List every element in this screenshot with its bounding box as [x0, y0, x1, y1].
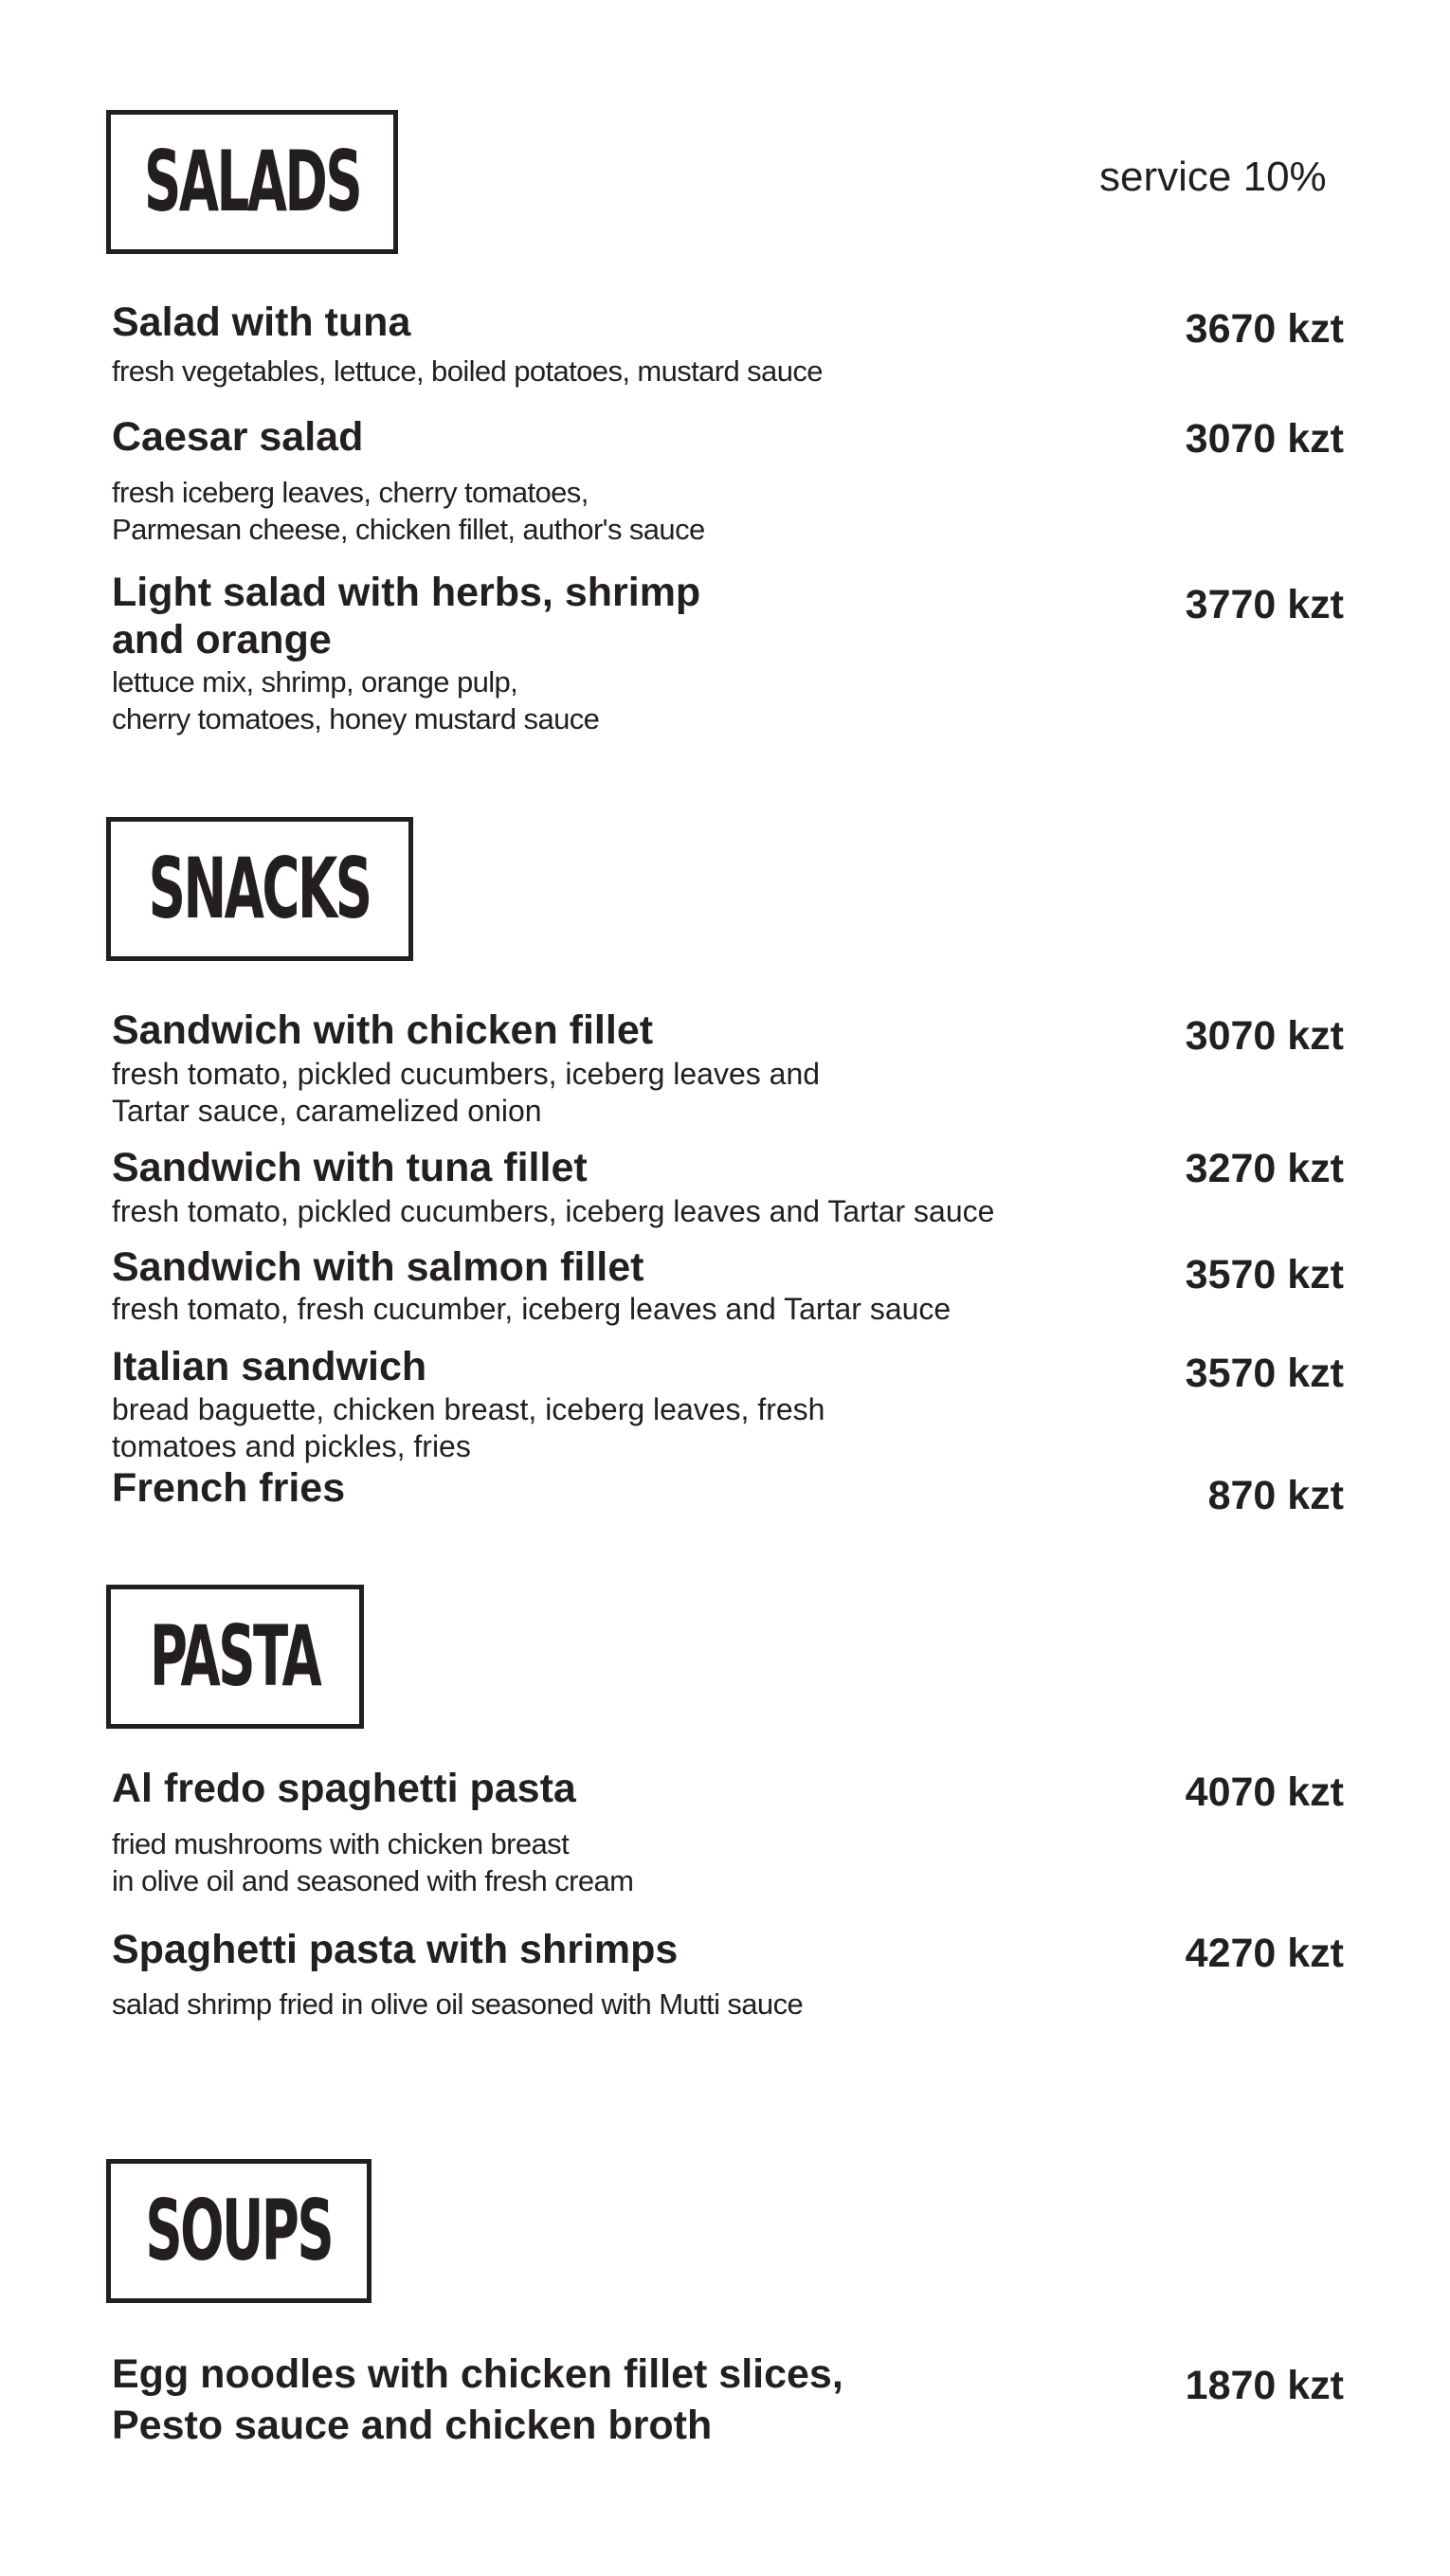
item-description: salad shrimp fried in olive oil seasoned with Mutti sauce [112, 1987, 804, 2021]
item-name: Italian sandwich [112, 1344, 427, 1389]
item-name: Sandwich with salmon fillet [112, 1244, 644, 1290]
name-line: and orange [112, 617, 332, 662]
description-line: fresh tomato, pickled cucumbers, iceberg leaves and [112, 1057, 821, 1091]
section-pasta-title: PASTA [150, 1607, 320, 1705]
description-line: fried mushrooms with chicken breast [112, 1827, 570, 1860]
item-description [112, 1825, 633, 1899]
item-price: 3270 kzt [1185, 1146, 1344, 1191]
item-name: Sandwich with tuna fillet [112, 1145, 588, 1190]
item-name: Spaghetti pasta with shrimps [112, 1927, 679, 1972]
item-price: 1870 kzt [1185, 2363, 1344, 2408]
item-price: 3670 kzt [1185, 306, 1344, 352]
item-name: Caesar salad [112, 414, 364, 460]
service-charge-note: service 10% [1099, 154, 1327, 200]
section-pasta-box [106, 1585, 364, 1729]
section-snacks-box [106, 817, 413, 961]
item-name: Al fredo spaghetti pasta [112, 1766, 576, 1811]
item-price: 3070 kzt [1185, 416, 1344, 462]
description-line: Tartar sauce, caramelized onion [112, 1094, 542, 1128]
item-name: French fries [112, 1465, 346, 1511]
name-line: Pesto sauce and chicken broth [112, 2403, 713, 2448]
section-salads-title: SALADS [143, 133, 361, 230]
item-price: 4270 kzt [1185, 1931, 1344, 1976]
item-description: fresh tomato, pickled cucumbers, iceberg leaves and Tartar sauce [112, 1194, 995, 1228]
section-snacks-title: SNACKS [149, 840, 371, 937]
description-line: lettuce mix, shrimp, orange pulp, [112, 665, 518, 698]
item-name: Sandwich with chicken fillet [112, 1007, 654, 1053]
item-price: 4070 kzt [1185, 1769, 1344, 1815]
item-description [112, 1056, 820, 1130]
description-line: tomatoes and pickles, fries [112, 1429, 471, 1463]
section-salads-box [106, 110, 398, 254]
section-soups-box [106, 2159, 372, 2303]
item-name [112, 2349, 843, 2451]
item-price: 3070 kzt [1185, 1013, 1344, 1059]
item-description [112, 1391, 825, 1465]
item-description [112, 474, 705, 548]
description-line: Parmesan cheese, chicken fillet, author's sauce [112, 513, 705, 546]
item-price: 870 kzt [1207, 1473, 1344, 1518]
description-line: bread baguette, chicken breast, iceberg leaves, fresh [112, 1392, 825, 1426]
description-line: fresh iceberg leaves, cherry tomatoes, [112, 476, 589, 509]
item-description [112, 663, 599, 737]
item-name: Salad with tuna [112, 299, 411, 345]
description-line: cherry tomatoes, honey mustard sauce [112, 702, 600, 735]
item-price: 3770 kzt [1185, 582, 1344, 627]
item-price: 3570 kzt [1185, 1252, 1344, 1297]
name-line: Egg noodles with chicken fillet slices, [112, 2351, 843, 2397]
description-line: in olive oil and seasoned with fresh cream [112, 1864, 634, 1897]
name-line: Light salad with herbs, shrimp [112, 570, 701, 615]
item-price: 3570 kzt [1185, 1351, 1344, 1396]
item-description: fresh tomato, fresh cucumber, iceberg leaves and Tartar sauce [112, 1292, 952, 1326]
item-name [112, 569, 700, 663]
section-soups-title: SOUPS [145, 2182, 333, 2279]
item-description: fresh vegetables, lettuce, boiled potatoes, mustard sauce [112, 354, 823, 388]
